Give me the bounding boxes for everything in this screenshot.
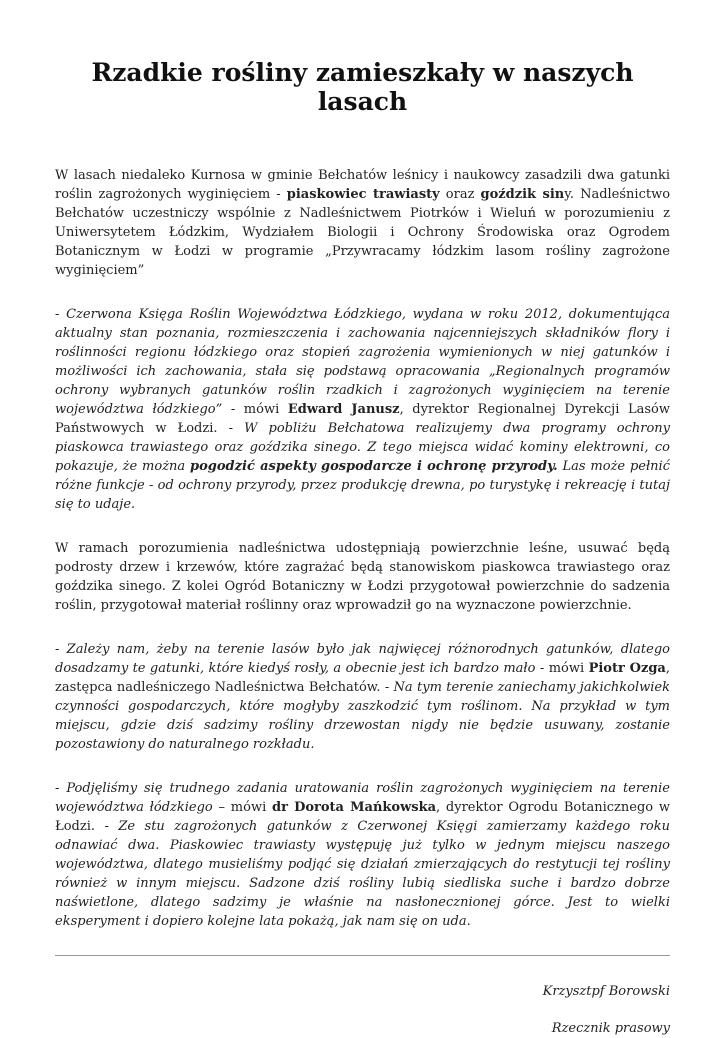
text: oraz	[439, 187, 481, 202]
bold-text: piaskowiec trawiasty	[286, 187, 440, 202]
paragraph-intro	[55, 166, 670, 280]
text: , dyrektor Ogrodu Botanicznego w Łodzi. -	[55, 800, 670, 834]
text: – mówi	[212, 800, 272, 815]
bold-text: dr Dorota Mańkowska	[272, 800, 437, 815]
divider	[55, 955, 670, 956]
bold-italic-text: pogodzić aspekty gospodarcze i ochronę przyrody.	[190, 459, 558, 474]
text: W lasach niedaleko Kurnosa w gminie Bełchatów leśnicy i naukowcy zasadzili dwa gatunki roślin zagrożonych wyginięciem -	[55, 168, 670, 202]
article-title: Rzadkie rośliny zamieszkały w naszych lasach	[91, 58, 634, 116]
text: , dyrektor Regionalnej Dyrekcji Lasów Państwowych w Łodzi. -	[55, 402, 670, 436]
text: W ramach porozumienia nadleśnictwa udostępniają powierzchnie leśne, usuwać będą podrosty drzew i krzewów, które zagrażać będą stanowiskom piaskowca trawiastego oraz goździka sinego. Z kolei Ogród Botaniczny w Łodzi przygotował powierzchnie do sadzenia roślin, przygotował materiał roślinny oraz wprowadził go na wyznaczone powierzchnie.	[55, 541, 670, 613]
italic-text: Na tym terenie zaniechamy jakichkolwiek czynności gospodarczych, które mogłyby zaszkodzić tym roślinom. Na przykład w tym miejscu, gdzie dziś sadzimy rośliny drzewostan nigdy nie będzie usuwany, zostanie pozostawiony do naturalnego rozkładu.	[55, 680, 670, 752]
bold-text: Edward Janusz	[287, 402, 400, 417]
signature-name: Krzysztpf Borowski	[542, 984, 670, 999]
paragraph-quote-janusz	[55, 305, 670, 514]
italic-text: - Zależy nam, żeby na terenie lasów było jak najwięcej różnorodnych gatunków, dlatego dosadzamy te gatunki, które kiedyś rosły, a obecnie jest ich bardzo mało	[55, 642, 670, 676]
paragraph-quote-ozga	[55, 640, 670, 754]
signature-role: Rzecznik prasowy	[551, 1021, 670, 1036]
paragraph-quote-mankowska	[55, 779, 670, 931]
bold-text: goździk sin	[480, 187, 565, 202]
italic-text: - Czerwona Księga Roślin Województwa Łódzkiego, wydana w roku 2012, dokumentująca aktualny stan poznania, rozmieszczenia i zachowania najcenniejszych składników flory i roślinności regionu łódzkiego oraz stopień zagrożenia wymienionych w niej gatunków i możliwości ich zachowania, stała się podstawą opracowania „Regionalnych programów ochrony wybranych gatunków roślin rzadkich i zagrożonych wyginięciem na terenie województwa łódzkiego”	[55, 307, 670, 417]
italic-text: W pobliżu Bełchatowa realizujemy dwa programy ochrony piaskowca trawiastego oraz goździka sinego. Z tego miejsca widać kominy elektrowni, co pokazuje, że można	[55, 421, 671, 474]
text: - mówi	[222, 402, 288, 417]
article	[55, 0, 670, 1038]
text: , zastępca nadleśniczego Nadleśnictwa Bełchatów. -	[55, 661, 670, 695]
italic-text: Ze stu zagrożonych gatunków z Czerwonej Księgi zamierzamy każdego roku odnawiać dwa. Piaskowiec trawiasty występuję już tylko w jednym miejscu naszego województwa, dlatego musieliśmy podjąć się działań zmierzających do restytucji tej rośliny również w innym miejscu. Sadzone dziś rośliny lubią siedliska suche i bardzo dobrze naświetlone, dlatego sadzimy je właśnie na nasłonecznionej górce. Jest to wielki eksperyment i dopiero kolejne lata pokażą, jak nam się on uda.	[55, 819, 670, 929]
text: y. Nadleśnictwo Bełchatów uczestniczy wspólnie z Nadleśnictwem Piotrków i Wieluń w porozumieniu z Uniwersytetem Łódzkim, Wydziałem Biologii i Ochrony Środowiska oraz Ogrodem Botanicznym w Łodzi w programie „Przywracamy łódzkim lasom rośliny zagrożone wyginięciem”	[55, 187, 671, 278]
italic-text: Las może pełnić różne funkcje - od ochrony przyrody, przez produkcję drewna, po turystykę i rekreację i tutaj się to udaje.	[55, 459, 670, 512]
text: - mówi	[535, 661, 589, 676]
bold-text: Piotr Ozga	[588, 661, 666, 676]
italic-text: - Podjęliśmy się trudnego zadania uratowania roślin zagrożonych wyginięciem na terenie województwa łódzkiego	[55, 781, 670, 815]
paragraph-agreement	[55, 539, 670, 615]
